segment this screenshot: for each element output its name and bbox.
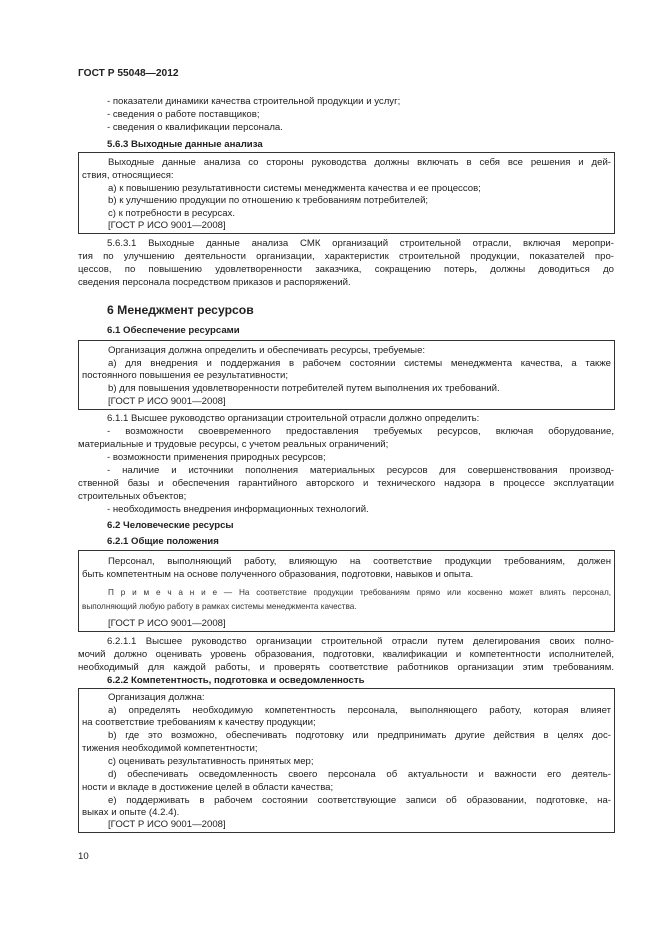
note-line: выполняющий любую работу в рамках системы менеджмента качества. [82,602,357,611]
list-item: - сведения о работе поставщиков; [107,109,260,120]
paragraph-line: ственной базы и обеспечения гарантийного авторского и технического надзора в процессе эксплуатации [78,478,614,489]
paragraph-line: цессов, по повышению удовлетворенности заказчика, сокращению потерь, должны доводиться до [78,264,614,275]
quote-line: e) поддерживать в рабочем состоянии соответствующие записи об образовании, подготовке, на- [108,795,611,806]
quote-line: b) к улучшению продукции по отношению к требованиям потребителей; [108,195,429,206]
quote-box-6-2-1 [78,550,615,632]
section-title-5-6-3: 5.6.3 Выходные данные анализа [107,139,263,150]
paragraph-line: сведения персонала посредством приказов и распоряжений. [78,277,351,288]
paragraph-line: - возможности своевременного предоставления требуемых ресурсов, включая оборудование, [107,426,614,437]
quote-line: a) к повышению результативности системы менеджмента качества и ее процессов; [108,183,481,194]
section-title-6-2-2: 6.2.2 Компетентность, подготовка и осведомленность [107,675,365,686]
quote-line: на соответствие требованиям к качеству продукции; [82,717,316,728]
quote-line: c) к потребности в ресурсах. [108,208,235,219]
quote-line: ствия, относящиеся: [82,170,174,181]
list-item: - показатели динамики качества строительной продукции и услуг; [107,96,401,107]
quote-line: тижения необходимой компетентности; [82,743,258,754]
quote-box-6-2-2 [78,688,615,833]
paragraph-line: - возможности применения природных ресурсов; [107,452,326,463]
paragraph-line: 5.6.3.1 Выходные данные анализа СМК организаций строительной отрасли, включая меропри- [107,238,614,249]
quote-line: ности и вкладе в достижение целей в области качества; [82,782,334,793]
page-number: 10 [78,851,89,862]
paragraph-line: мочий должно оценивать уровень образования, подготовки, квалификации и компетентности исполнителей, [78,649,614,660]
quote-line: выках и опыте (4.2.4). [82,807,180,818]
quote-line: Организация должна: [108,692,205,703]
paragraph-line: 6.1.1 Высшее руководство организации строительной отрасли должно определить: [107,413,480,424]
quote-reference: [ГОСТ Р ИСО 9001—2008] [108,220,226,231]
standard-header: ГОСТ Р 55048—2012 [78,68,179,79]
section-title-6-2: 6.2 Человеческие ресурсы [107,520,234,531]
quote-box-6-1 [78,340,615,410]
quote-line: Выходные данные анализа со стороны руководства должны включать в себя все решения и дей- [108,157,611,168]
quote-line: быть компетентным на основе полученного образования, подготовки, навыков и опыта. [82,569,474,580]
paragraph-line: материальные и трудовые ресурсы, с учетом реальных ограничений; [78,439,389,450]
paragraph-line: - необходимость внедрения информационных технологий. [107,504,369,515]
note-line: П р и м е ч а н и е — На соответствие продукции требованиям прямо или косвенно может влиять персонал, [108,588,611,597]
quote-line: c) оценивать результативность принятых мер; [108,756,314,767]
quote-line: Персонал, выполняющий работу, влияющую на соответствие продукции требованиям, должен [108,556,611,567]
quote-reference: [ГОСТ Р ИСО 9001—2008] [108,396,226,407]
paragraph-line: 6.2.1.1 Высшее руководство организации строительной отрасли путем делегирования своих полно- [107,636,614,647]
paragraph-line: строительных объектов; [78,491,187,502]
quote-line: b) где это возможно, обеспечивать подготовку или предпринимать другие действия в целях дос- [108,730,611,741]
quote-line: d) обеспечивать осведомленность своего персонала об актуальности и важности его деятель- [108,769,611,780]
section-title-6-1: 6.1 Обеспечение ресурсами [107,325,240,336]
quote-reference: [ГОСТ Р ИСО 9001—2008] [108,819,226,830]
quote-box-5-6-3 [78,152,615,234]
quote-line: a) определять необходимую компетентность персонала, выполняющего работу, которая влияет [108,705,611,716]
paragraph-line: - наличие и источники пополнения материальных ресурсов для совершенствования производ- [107,465,614,476]
quote-line: Организация должна определить и обеспечивать ресурсы, требуемые: [108,345,426,356]
paragraph-line: необходимый для каждой работы, и проверять соответствие работников организации этим требованиям. [78,662,614,673]
paragraph-line: тия по улучшению деятельности организации, характеристик строительной продукции, показателей про- [78,251,614,262]
quote-line: постоянного повышения ее результативности; [82,370,289,381]
quote-reference: [ГОСТ Р ИСО 9001—2008] [108,618,226,629]
section-title-6: 6 Менеджмент ресурсов [107,303,254,317]
quote-line: b) для повышения удовлетворенности потребителей путем выполнения их требований. [108,383,500,394]
section-title-6-2-1: 6.2.1 Общие положения [107,536,219,547]
quote-line: a) для внедрения и поддержания в рабочем состоянии системы менеджмента качества, а также [108,358,611,369]
list-item: - сведения о квалификации персонала. [107,122,283,133]
